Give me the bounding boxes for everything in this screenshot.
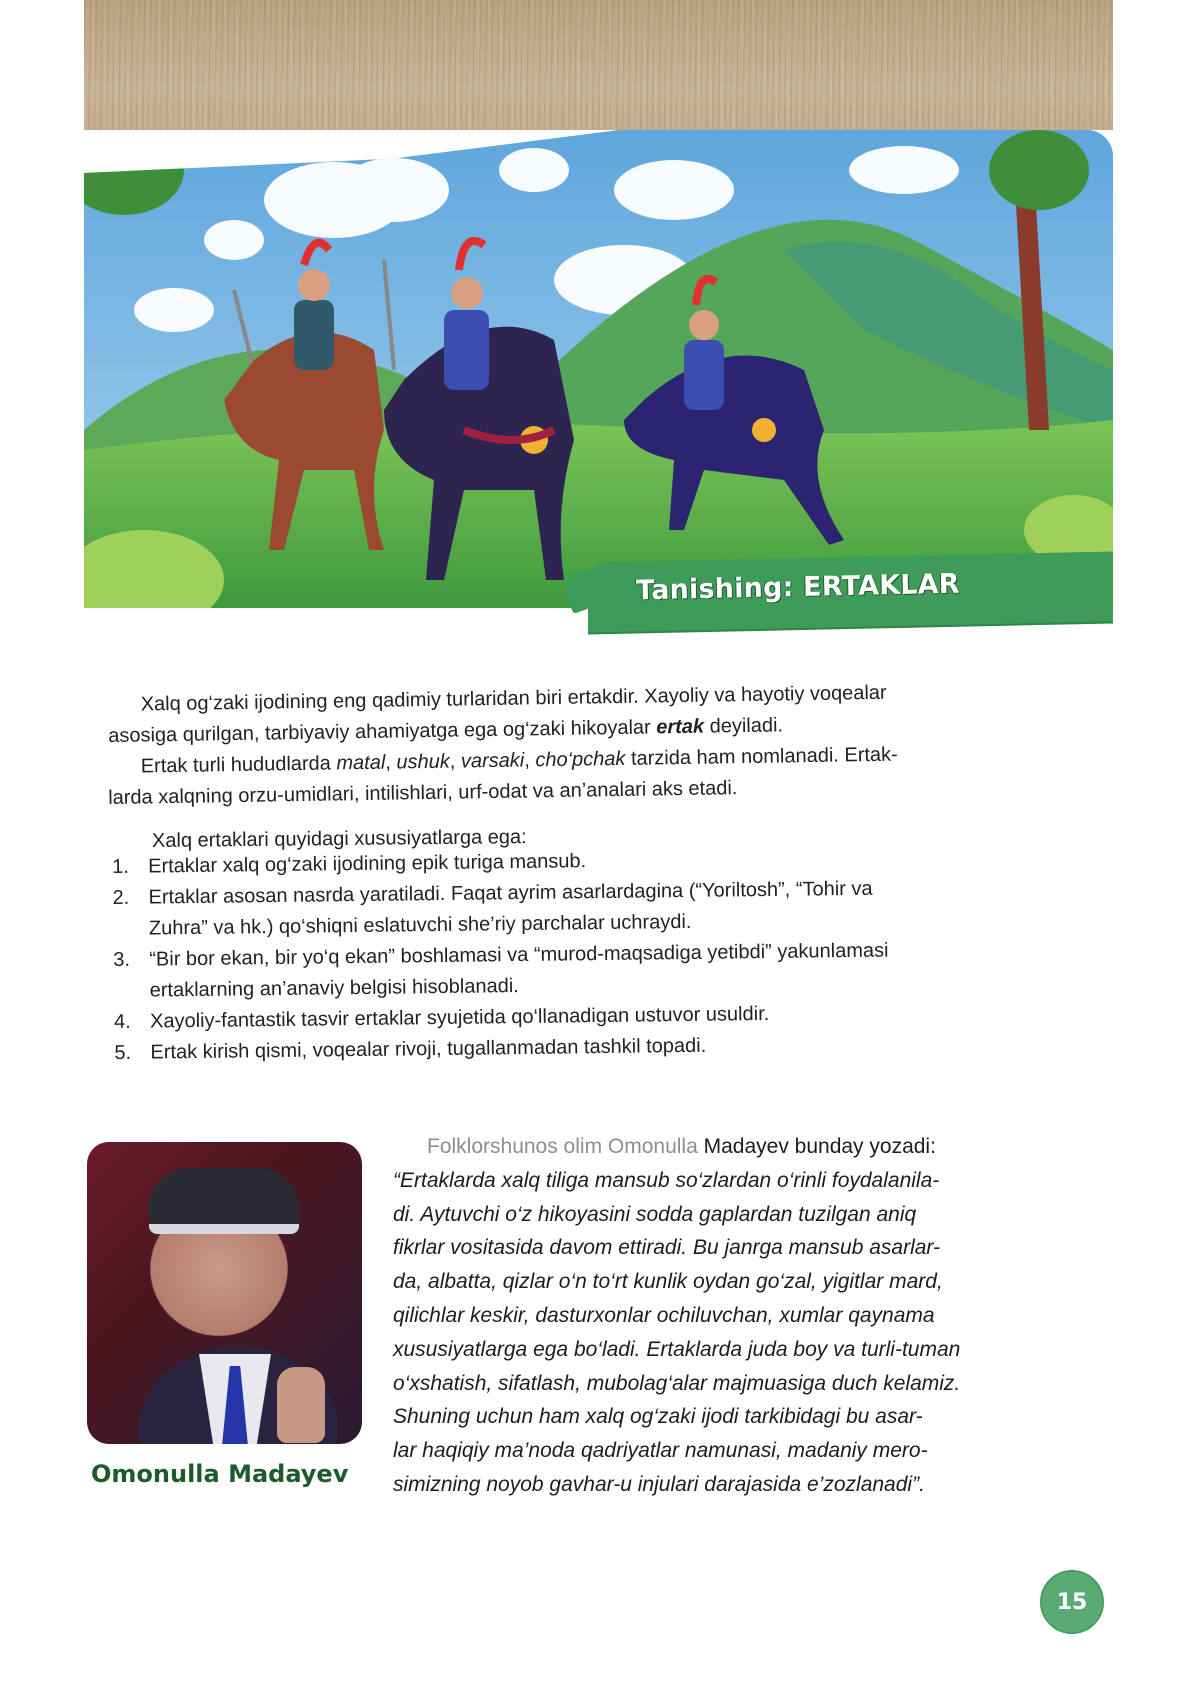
quote-line: lar haqiqiy ma’noda qadriyatlar namunasi, madaniy mero-: [393, 1439, 928, 1463]
list-item-text: Ertaklar xalq og‘zaki ijodining epik turiga mansub.: [148, 850, 587, 878]
author-portrait-photo: [87, 1142, 362, 1444]
list-item-text: Ertak kirish qismi, voqealar rivoji, tugallanmadan tashkil topadi.: [150, 1034, 707, 1064]
list-number: 3.: [113, 948, 131, 971]
term: ushuk: [396, 750, 450, 774]
quote-line: qilichlar keskir, dasturxonlar ochiluvchan, xumlar qaynama: [393, 1303, 935, 1327]
text-run: deyiladi.: [703, 714, 784, 738]
list-item-text: ertaklarning an’anaviy belgisi hisoblanadi.: [149, 975, 519, 1002]
list-number: 5.: [114, 1041, 132, 1064]
text-run: Madayev bunday yozadi:: [697, 1135, 936, 1158]
paragraph-line: Xalq og‘zaki ijodining eng qadimiy turlaridan biri ertakdir. Xayoliy va hayotiy voqealar: [140, 681, 887, 716]
features-lead: Xalq ertaklari quyidagi xususiyatlarga ega:: [151, 826, 527, 852]
skullcap-shape: [149, 1168, 299, 1234]
list-item: [113, 936, 889, 1007]
section-title: Tanishing: ERTAKLAR: [635, 568, 961, 607]
list-item-text: “Bir bor ekan, bir yo‘q ekan” boshlamasi va “murod-maqsadiga yetibdi” yakunlamasi: [149, 939, 889, 971]
quote-line: di. Aytuvchi o‘z hikoyasini sodda gaplardan tuzilgan aniq: [393, 1202, 917, 1226]
term: varsaki: [460, 749, 525, 773]
quote-line: “Ertaklarda xalq tiliga mansub so‘zlardan o‘rinli foydalanila-: [393, 1168, 940, 1192]
list-item-text: Ertaklar asosan nasrda yaratiladi. Faqat ayrim asarlardagina (“Yoriltosh”, “Tohir va: [148, 877, 873, 909]
term: cho‘pchak: [535, 747, 626, 772]
text-run: ,: [524, 749, 536, 772]
quote-line: xususiyatlarga ega bo‘ladi. Ertaklarda juda boy va turli-tuman: [393, 1337, 961, 1361]
text-run: tarzida ham nomlanadi. Ertak-: [625, 743, 898, 770]
list-item-text: Zuhra” va hk.) qo‘shiqni eslatuvchi she’riy parchalar uchraydi.: [148, 910, 692, 940]
features-list: [112, 843, 890, 1069]
quote-intro: [393, 1130, 1073, 1164]
portrait-caption: Omonulla Madayev: [91, 1460, 349, 1488]
raised-hand-shape: [277, 1367, 325, 1443]
text-run: ,: [385, 751, 397, 774]
list-item: [112, 874, 888, 945]
warriors-on-horseback-illustration: [84, 130, 1113, 608]
page-number-badge: 15: [1040, 1570, 1104, 1634]
intro-paragraph-2: [108, 740, 899, 814]
text-run: Folklorshunos olim Omonulla: [427, 1135, 698, 1158]
text-run: ,: [449, 750, 462, 773]
text-run: Ertak turli hududlarda: [140, 752, 337, 778]
quote-line: da, albatta, qizlar o‘n to‘rt kunlik oydan go‘zal, yigitlar mard,: [393, 1270, 943, 1294]
illustration-art: [84, 130, 1113, 608]
author-quote: [393, 1130, 1073, 1502]
paragraph-line: larda xalqning orzu-umidlari, intilishlari, urf-odat va an’analari aks etadi.: [108, 777, 738, 809]
term-ertak: ertak: [656, 715, 705, 739]
term: matal: [336, 751, 386, 775]
quote-line: o‘xshatish, sifatlash, mubolag‘alar majmuasiga duch kelamiz.: [393, 1371, 961, 1395]
list-item-text: Xayoliy-fantastik tasvir ertaklar syujetida qo‘llanadigan ustuvor usuldir.: [149, 1002, 770, 1033]
list-number: 2.: [112, 886, 130, 909]
list-number: 4.: [113, 1010, 131, 1033]
list-number: 1.: [112, 855, 130, 878]
quote-line: fikrlar vositasida davom ettiradi. Bu janrga mansub asarlar-: [393, 1236, 941, 1260]
text-run: asosiga qurilgan, tarbiyaviy ahamiyatga ega og‘zaki hikoyalar: [108, 716, 657, 747]
quote-line: Shuning uchun ham xalq og‘zaki ijodi tarkibidagi bu asar-: [393, 1405, 923, 1429]
quote-line: simizning noyob gavhar-u injulari darajasida e’zozlanadi”.: [393, 1472, 925, 1496]
